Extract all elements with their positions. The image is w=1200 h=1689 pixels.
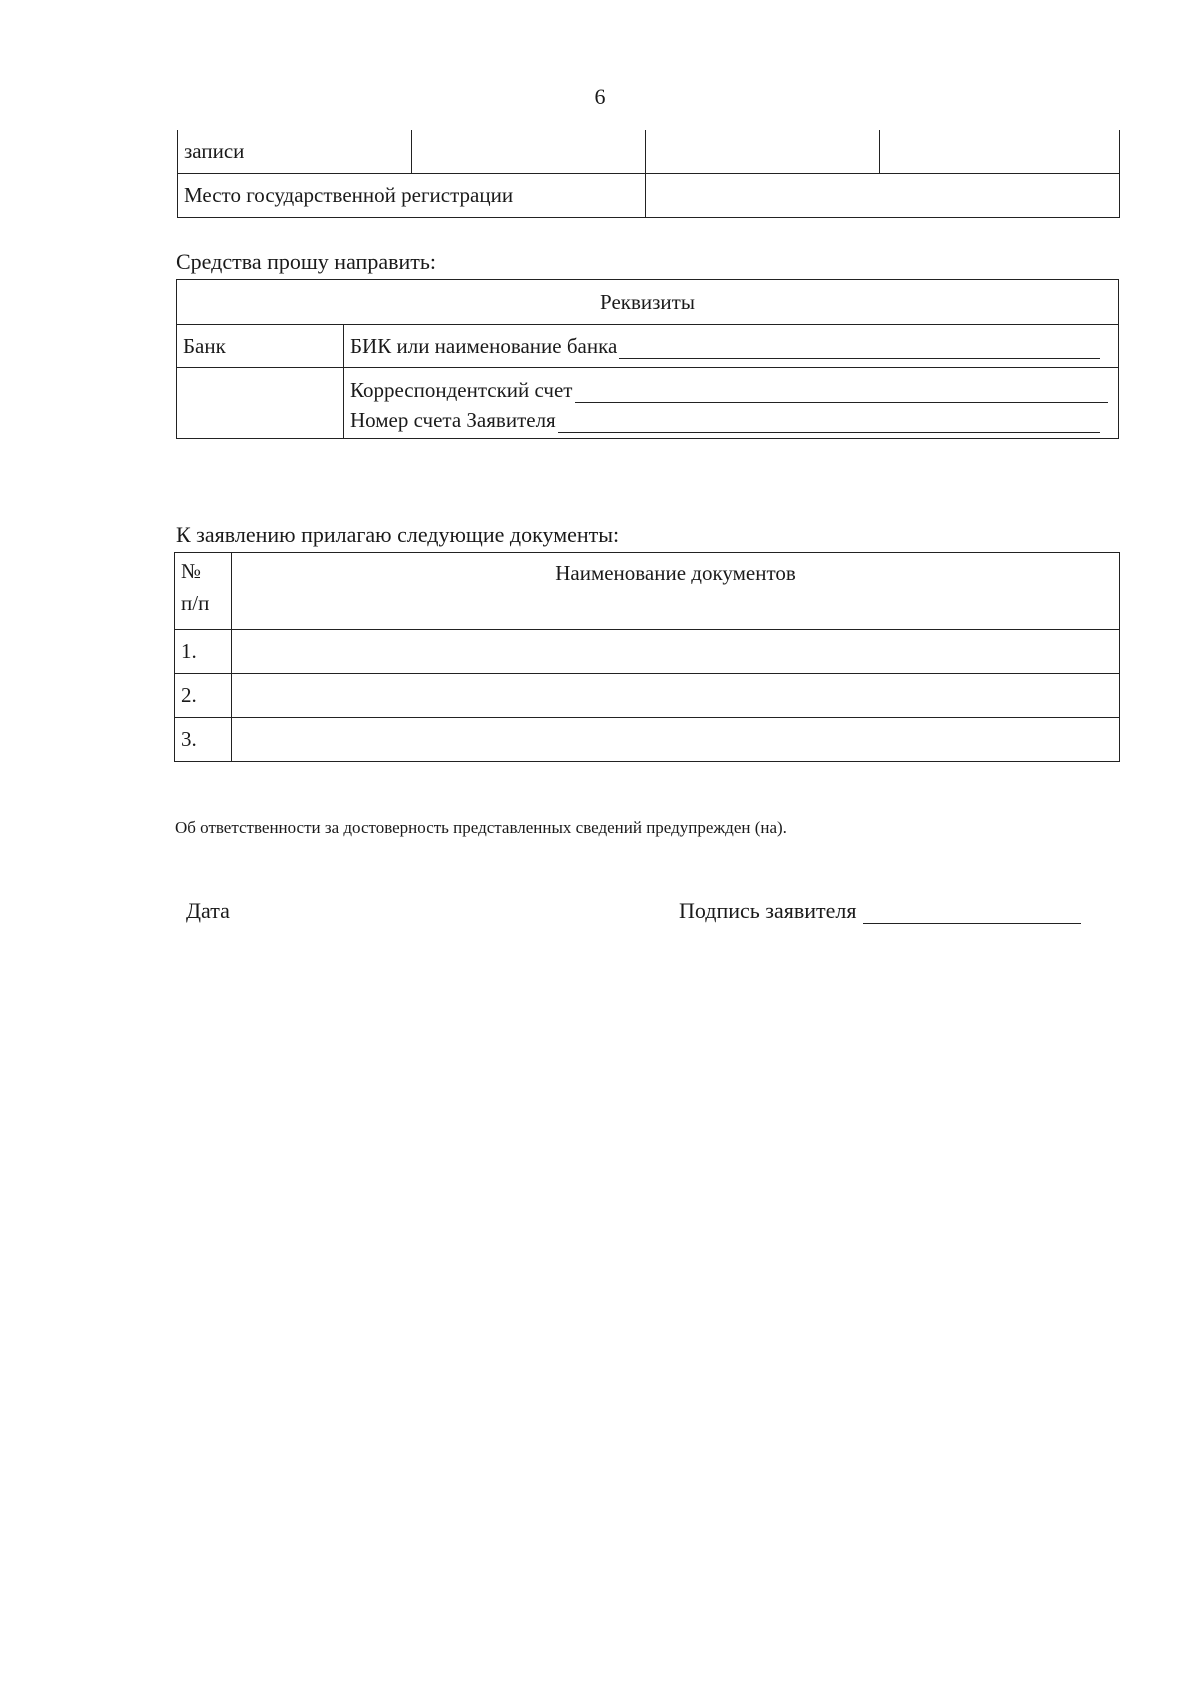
table-cell[interactable] [646,130,880,174]
registration-table [177,130,1120,218]
table-row [177,280,1119,325]
applicant-account-label: Номер счета Заявителя [350,408,556,432]
page-number: 6 [594,84,606,109]
col-number-header [175,553,232,630]
applicant-account-input-line[interactable] [558,412,1100,433]
bik-input-line[interactable] [619,338,1100,359]
row-number: 3. [175,718,232,762]
table-row [178,174,1120,218]
requisites-header: Реквизиты [177,280,1119,325]
date-label: Дата [186,898,230,923]
signature-label: Подпись заявителя [679,898,857,923]
bik-field[interactable] [350,334,1100,359]
documents-table [174,552,1120,762]
table-row [175,630,1120,674]
registration-place-label: Место государственной регистрации [178,174,646,218]
document-name-cell[interactable] [232,674,1120,718]
document-name-cell[interactable] [232,718,1120,762]
bank-requisites-table [176,279,1119,439]
applicant-account-field[interactable] [350,403,1108,433]
table-cell [177,368,344,439]
col-number-symbol: № [181,559,202,583]
col-name-header: Наименование документов [232,553,1120,630]
row-number: 1. [175,630,232,674]
row-number: 2. [175,674,232,718]
table-cell[interactable] [880,130,1120,174]
bik-label: БИК или наименование банка [350,333,618,358]
registration-place-field[interactable] [646,174,1120,218]
table-row [177,325,1119,368]
corr-account-input-line[interactable] [575,382,1109,403]
table-cell[interactable] [412,130,646,174]
corr-account-label: Корреспондентский счет [350,378,573,402]
signature-input-line[interactable] [863,901,1081,924]
table-header-row [175,553,1120,630]
table-row [177,368,1119,439]
documents-heading: К заявлению прилагаю следующие документы: [176,522,620,547]
signature-field[interactable] [679,898,1081,924]
document-name-cell[interactable] [232,630,1120,674]
table-row [178,130,1120,174]
col-number-abbrev: п/п [181,591,210,615]
corr-account-field[interactable] [350,373,1108,403]
funds-heading: Средства прошу направить: [176,249,437,274]
responsibility-warning: Об ответственности за достоверность представленных сведений предупрежден (на). [175,818,787,837]
registration-record-label: записи [178,130,412,174]
table-row [175,674,1120,718]
table-row [175,718,1120,762]
bank-label: Банк [177,325,344,368]
